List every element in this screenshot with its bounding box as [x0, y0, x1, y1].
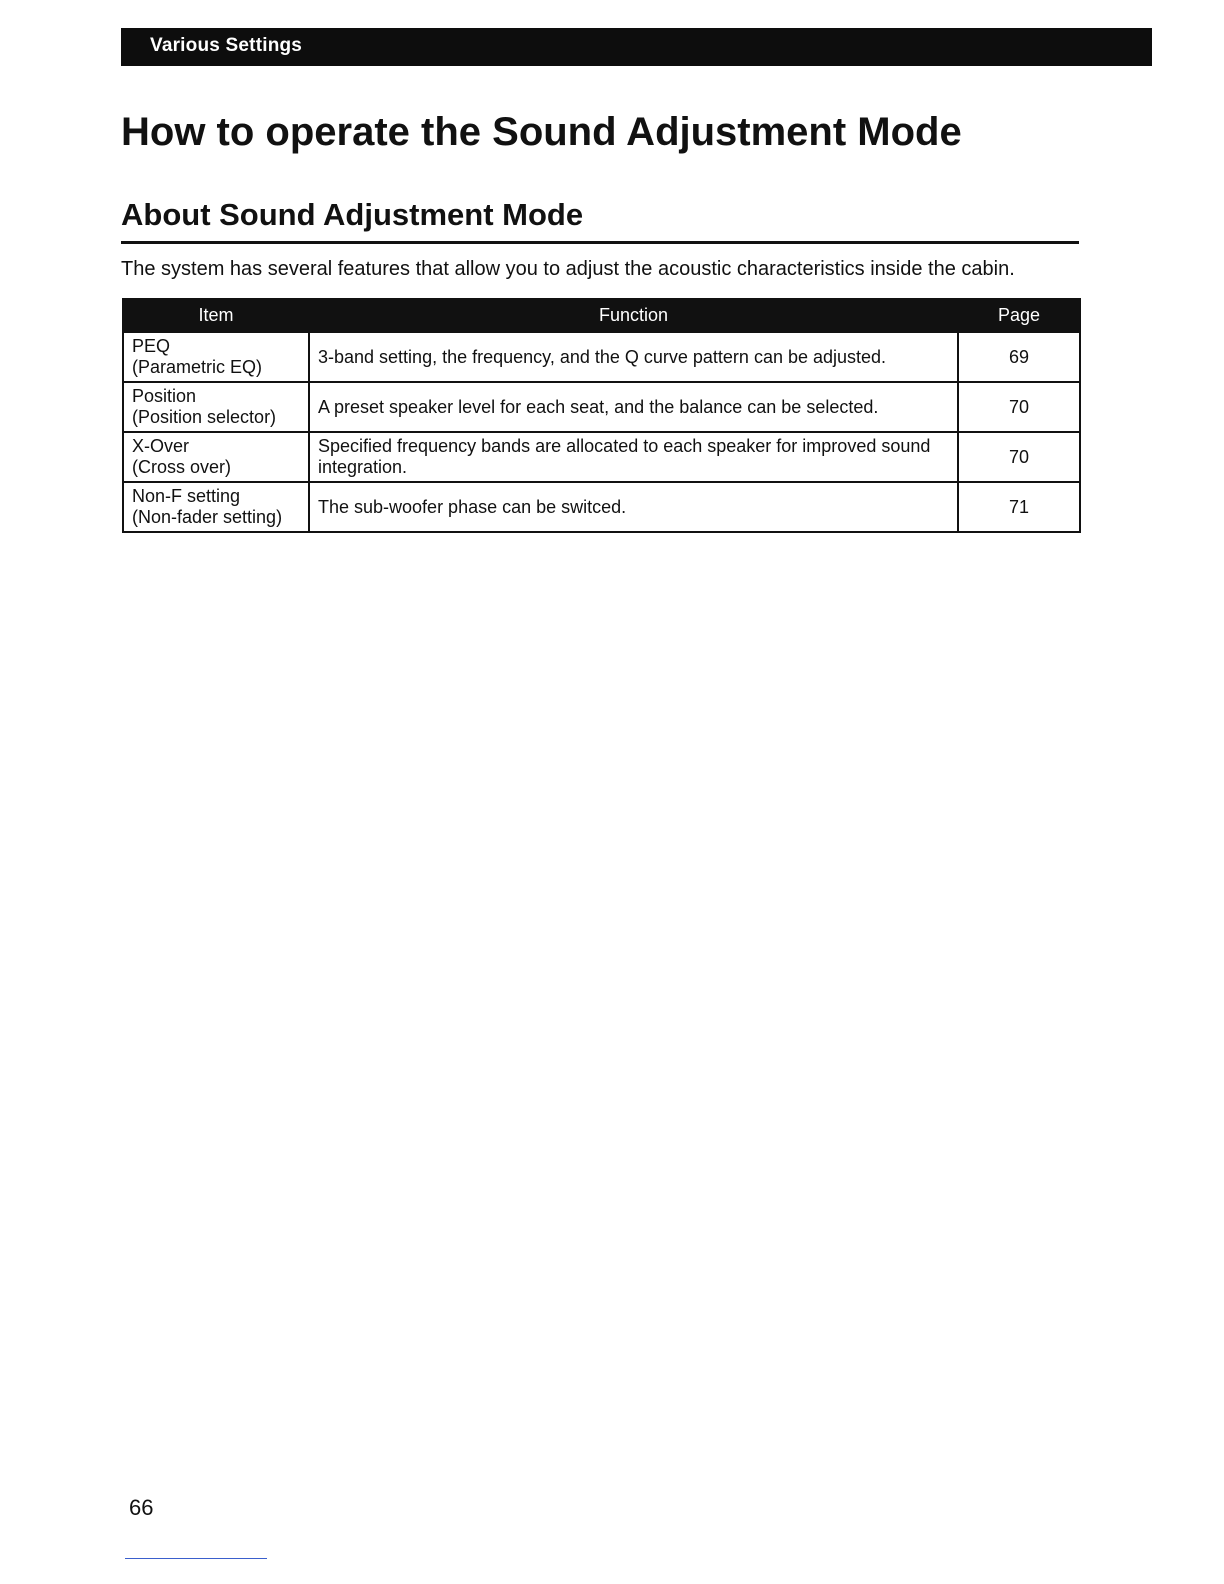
item-cell — [123, 432, 309, 482]
table-row — [123, 332, 1080, 382]
feature-table — [122, 298, 1081, 533]
function-cell: A preset speaker level for each seat, and the balance can be selected. — [309, 382, 958, 432]
item-name: Non-F setting — [132, 486, 241, 506]
section-header-bar — [121, 28, 1152, 66]
section-label: Various Settings — [150, 35, 303, 56]
section-title-underline — [121, 241, 1079, 244]
item-detail: (Cross over) — [132, 457, 232, 477]
column-header-function: Function — [309, 299, 958, 332]
function-cell: The sub-woofer phase can be switced. — [309, 482, 958, 532]
function-cell: 3-band setting, the frequency, and the Q curve pattern can be adjusted. — [309, 332, 958, 382]
page-cell: 70 — [958, 432, 1080, 482]
page-number: 66 — [129, 1495, 154, 1520]
section-title: About Sound Adjustment Mode — [121, 197, 584, 232]
table-header-row — [123, 299, 1080, 332]
page-cell: 71 — [958, 482, 1080, 532]
table-row — [123, 482, 1080, 532]
item-detail: (Non-fader setting) — [132, 507, 283, 527]
column-header-item: Item — [123, 299, 309, 332]
item-name: Position — [132, 386, 197, 406]
table-row — [123, 432, 1080, 482]
section-intro: The system has several features that allow you to adjust the acoustic characteristics inside the cabin. — [121, 258, 1015, 280]
page-cell: 70 — [958, 382, 1080, 432]
item-detail: (Position selector) — [132, 407, 277, 427]
table-row — [123, 382, 1080, 432]
column-header-page: Page — [958, 299, 1080, 332]
item-name: X-Over — [132, 436, 190, 456]
footer-divider — [125, 1558, 267, 1559]
item-name: PEQ — [132, 336, 171, 356]
function-cell: Specified frequency bands are allocated to each speaker for improved sound integration. — [309, 432, 958, 482]
item-cell — [123, 382, 309, 432]
item-cell — [123, 482, 309, 532]
page-cell: 69 — [958, 332, 1080, 382]
item-cell — [123, 332, 309, 382]
page-title: How to operate the Sound Adjustment Mode — [121, 110, 962, 154]
item-detail: (Parametric EQ) — [132, 357, 263, 377]
